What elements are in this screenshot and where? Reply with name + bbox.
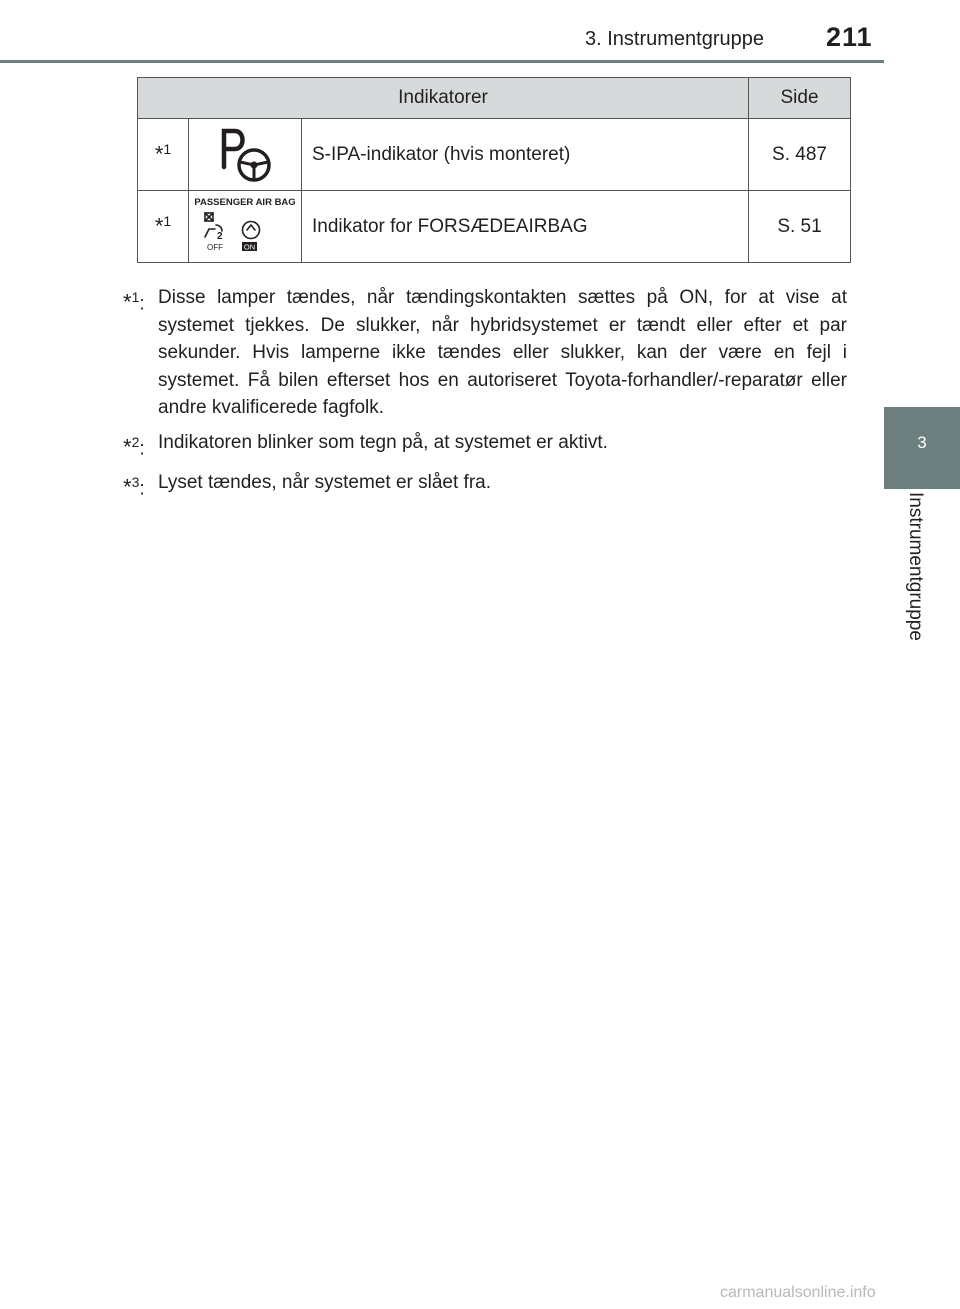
svg-text:PASSENGER AIR BAG: PASSENGER AIR BAG [195,196,295,208]
row-footnote-mark: *$^1$ [138,119,189,191]
chapter-tab-label: Instrumentgruppe [905,492,926,641]
footnote-text: Lyset tændes, når systemet er slået fra. [158,472,491,494]
table-row [138,119,851,191]
svg-text:2: 2 [217,230,223,242]
footnote: *$^1$: Disse lamper tændes, når tændingskontakten sættes på ON, for at vise at systemet tjekkes. De slukker, når hybridsystemet er tændt eller efter et par sekunder. Hvis lamperne ikke tændes eller slukker, kan der være en fejl i systemet. Få bilen efterset hos en autoriseret Toyota-forhandler/-reparatør eller andre kvalificerede fagfolk. [123,284,847,422]
row-page-ref: S. 51 [749,191,851,263]
chapter-tab-number: 3 [917,433,927,452]
footnote: *$^3$: Lyset tændes, når systemet er slået fra. [123,469,847,503]
chapter-tab [884,407,960,489]
table-header-page: Side [749,78,851,119]
svg-text:ON: ON [243,242,256,251]
page-number: 211 [826,22,873,52]
header-title: 3. Instrumentgruppe [585,28,764,50]
indicator-table [137,77,851,263]
header-rule [0,60,884,63]
row-description: S-IPA-indikator (hvis monteret) [302,119,749,191]
row-description: Indikator for FORSÆDEAIRBAG [302,191,749,263]
s-ipa-icon [210,121,280,183]
footnotes [123,284,847,510]
footnote-text: Disse lamper tændes, når tændingskontakten sættes på ON, for at vise at systemet tjekkes. De slukker, når hybridsystemet er tændt eller efter et par sekunder. Hvis lamperne ikke tændes eller slukker, kan der være en fejl i systemet. Få bilen efterset hos en autoriseret Toyota-forhandler/-reparatør eller andre kvalificerede fagfolk. [158,287,847,418]
row-page-ref: S. 487 [749,119,851,191]
footnote: *$^2$: Indikatoren blinker som tegn på, at systemet er aktivt. [123,429,847,463]
row-footnote-mark: *$^1$ [138,191,189,263]
table-row [138,191,851,263]
watermark: carmanualsonline.info [720,1284,876,1301]
svg-text:OFF: OFF [207,242,223,252]
passenger-airbag-icon [195,195,295,253]
table-header-row [138,78,851,119]
footnote-text: Indikatoren blinker som tegn på, at systemet er aktivt. [158,431,608,453]
table-header-indicators: Indikatorer [138,78,749,119]
